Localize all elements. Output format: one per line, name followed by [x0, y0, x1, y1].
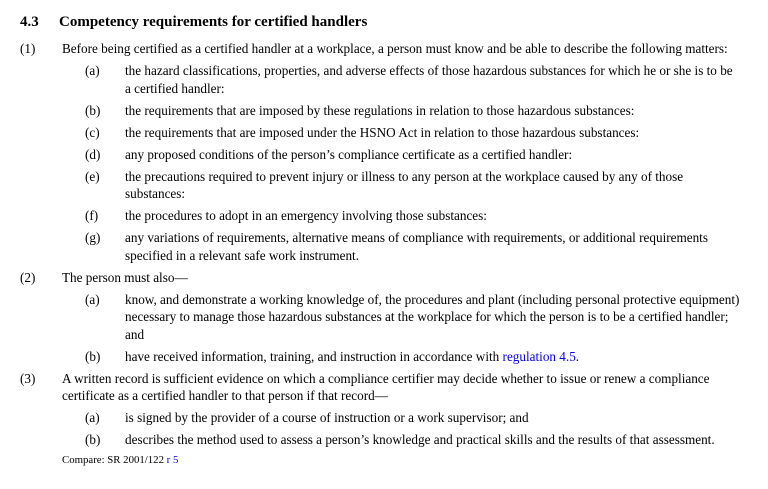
clause-1d-text: any proposed conditions of the person’s compliance certificate as a certified handler:: [125, 146, 573, 162]
clause-3b-text: describes the method used to assess a person’s knowledge and practical skills and the results of that assessment.: [125, 432, 715, 447]
clause-1e-number: (e): [85, 168, 100, 184]
clause-1f-number: (f): [85, 208, 99, 223]
clause-3: [20, 370, 740, 449]
regulation-4-5-link[interactable]: regulation 4.5: [502, 348, 576, 364]
clause-1b-text: the requirements that are imposed by these regulations in relation to those hazardous substances:: [125, 102, 635, 118]
clause-2b-number: (b): [85, 348, 101, 364]
clause-1g-row: [85, 229, 740, 264]
compare-note: [20, 453, 740, 467]
clause-1-number: (1): [20, 41, 36, 56]
clause-1c-row: [85, 124, 740, 142]
compare-r5-link[interactable]: r 5: [166, 454, 179, 466]
clause-2b-text: [125, 348, 740, 366]
clause-1-text: Before being certified as a certified handler at a workplace, a person must know and be able to describe the following matters:: [62, 41, 728, 56]
clause-2-text: The person must also—: [62, 269, 188, 285]
clause-1g-number: (g): [85, 230, 101, 245]
clause-2b-row: [85, 348, 740, 366]
clause-1f-text: the procedures to adopt in an emergency involving those substances:: [125, 208, 487, 223]
clause-3-text: A written record is sufficient evidence on which a compliance certifier may decide whether to issue or renew a compliance certificate as a certified handler to that person if that record—: [62, 370, 710, 403]
clause-3b-number: (b): [85, 432, 101, 447]
clause-2-row: [20, 269, 740, 287]
clause-3b-row: [85, 431, 740, 449]
clause-1-row: [20, 40, 740, 58]
clause-1a-row: [85, 62, 740, 97]
compare-note-prefix: Compare: SR 2001/122: [62, 454, 167, 466]
clause-3-number: (3): [20, 370, 36, 386]
clause-2b-text-before: have received information, training, and instruction in accordance with: [125, 348, 503, 364]
clause-2a-text: know, and demonstrate a working knowledge of, the procedures and plant (including personal protective equipment) necessary to manage those hazardous substances at the workplace for which the person is to be a certified handler; and: [125, 291, 740, 342]
clause-2: [20, 269, 740, 366]
clause-2a-row: [85, 291, 740, 344]
clause-1b-row: [85, 102, 740, 120]
clause-1f-row: [85, 207, 740, 225]
clause-3a-number: (a): [85, 410, 100, 425]
clause-1c-number: (c): [85, 124, 100, 140]
section-heading: [20, 12, 740, 32]
clause-1b-number: (b): [85, 102, 101, 118]
clause-1d-number: (d): [85, 146, 101, 162]
clause-2-number: (2): [20, 269, 36, 285]
clause-1a-number: (a): [85, 63, 100, 78]
section-number: 4.3: [20, 14, 39, 30]
clause-1: [20, 40, 740, 264]
section-title: Competency requirements for certified handlers: [59, 14, 368, 30]
clause-3a-text: is signed by the provider of a course of instruction or a work supervisor; and: [125, 410, 529, 425]
clause-3-row: [20, 370, 740, 405]
clause-1c-text: the requirements that are imposed under the HSNO Act in relation to those hazardous substances:: [125, 124, 640, 140]
clause-1g-text: any variations of requirements, alternative means of compliance with requirements, or additional requirements specified in a relevant safe work instrument.: [125, 230, 708, 263]
clause-1a-text: the hazard classifications, properties, and adverse effects of those hazardous substances for which he or she is to be a certified handler:: [125, 63, 733, 96]
clause-1e-text: the precautions required to prevent injury or illness to any person at the workplace caused by any of those substances:: [125, 168, 684, 201]
clause-2b-text-after: .: [575, 348, 580, 364]
clause-1e-row: [85, 168, 740, 203]
clause-1d-row: [85, 146, 740, 164]
clause-2a-number: (a): [85, 291, 100, 307]
clause-3a-row: [85, 409, 740, 427]
